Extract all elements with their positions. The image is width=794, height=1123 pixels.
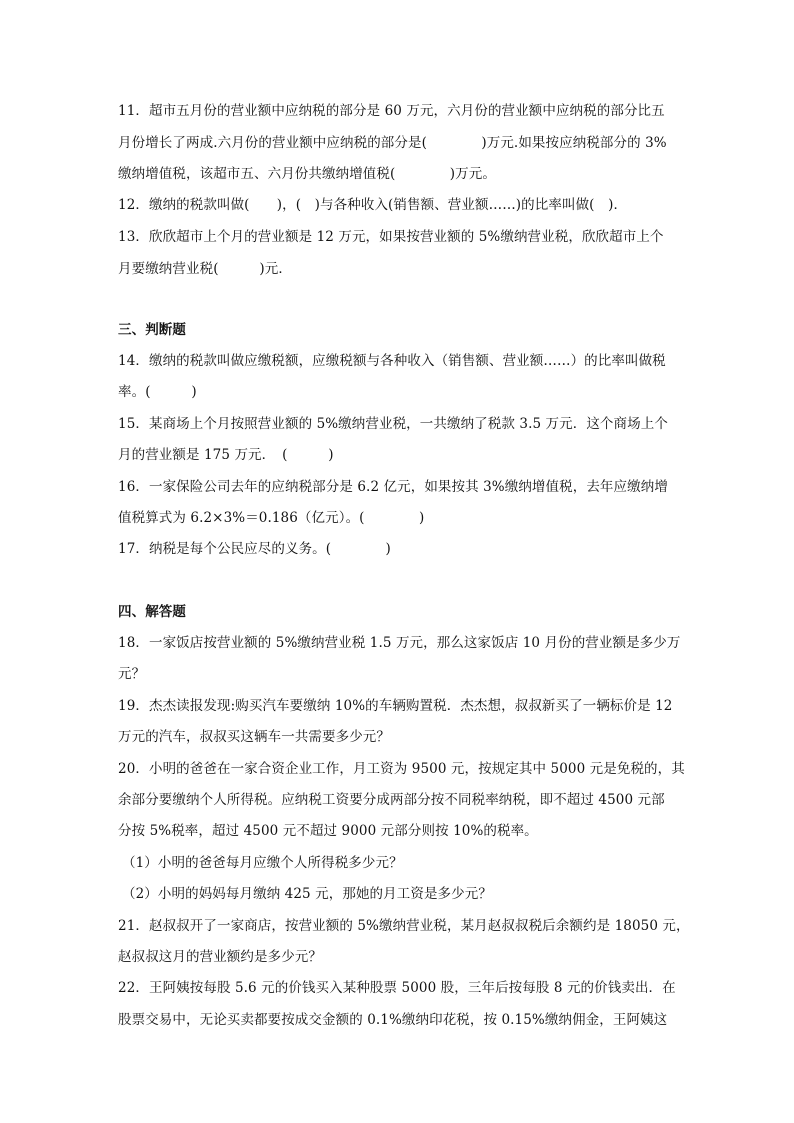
question-11-line-2: 月份增长了两成.六月份的营业额中应纳税的部分是( )万元.如果按应纳税部分的 3% [118,135,667,151]
section-heading-answers: 四、解答题 [118,604,186,620]
question-20-sub-1: （1）小明的爸爸每月应缴个人所得税多少元？ [122,855,403,871]
question-21-line-2: 赵叔叔这月的营业额约是多少元？ [118,949,322,965]
question-15-line-1: 15．某商场上个月按照营业额的 5%缴纳营业税，一共缴纳了税款 3.5 万元．这个商场上个 [118,416,668,432]
question-14-line-1: 14．缴纳的税款叫做应缴税额，应缴税额与各种收入（销售额、营业额……）的比率叫做税 [118,353,666,369]
question-14-line-2: 率。( ) [118,384,197,400]
question-18-line-1: 18．一家饭店按营业额的 5%缴纳营业税 1.5 万元，那么这家饭店 10 月份的营业额是多少万 [118,635,681,651]
question-20-line-3: 分按 5%税率，超过 4500 元不超过 9000 元部分则按 10%的税率。 [118,823,538,839]
question-19-line-1: 19．杰杰读报发现:购买汽车要缴纳 10%的车辆购置税．杰杰想，叔叔新买了一辆标价是 12 [118,698,673,714]
question-13-line-1: 13．欣欣超市上个月的营业额是 12 万元，如果按营业额的 5%缴纳营业税，欣欣超市上个 [118,229,664,245]
question-16-line-1: 16．一家保险公司去年的应纳税部分是 6.2 亿元，如果按其 3%缴纳增值税，去年应缴纳增 [118,479,668,495]
question-17-line-1: 17．纳税是每个公民应尽的义务。( ) [118,541,391,557]
question-21-line-1: 21．赵叔叔开了一家商店，按营业额的 5%缴纳营业税，某月赵叔叔税后余额约是 18050 元， [118,918,690,934]
question-18-line-2: 元？ [118,666,146,682]
question-13-line-2: 月要缴纳营业税( )元． [118,261,292,277]
section-heading-judgment: 三、判断题 [118,322,186,338]
question-20-line-1: 20．小明的爸爸在一家合资企业工作，月工资为 9500 元，按规定其中 5000 元是免税的，其 [118,761,685,777]
question-11-line-1: 11．超市五月份的营业额中应纳税的部分是 60 万元，六月份的营业额中应纳税的部分比五 [118,103,665,119]
question-22-line-2: 股票交易中，无论买卖都要按成交金额的 0.1%缴纳印花税，按 0.15%缴纳佣金，王阿姨这 [118,1012,668,1028]
question-11-line-3: 缴纳增值税，该超市五、六月份共缴纳增值税( )万元。 [118,166,496,182]
question-12-line-1: 12．缴纳的税款叫做( )，( )与各种收入(销售额、营业额……)的比率叫做( )． [118,197,628,213]
question-20-line-2: 余部分要缴纳个人所得税。应纳税工资要分成两部分按不同税率纳税，即不超过 4500 元部 [118,792,665,808]
question-22-line-1: 22．王阿姨按每股 5.6 元的价钱买入某种股票 5000 股，三年后按每股 8 元的价钱卖出．在 [118,980,676,996]
question-15-line-2: 月的营业额是 175 万元． ( ) [118,447,334,463]
question-19-line-2: 万元的汽车，叔叔买这辆车一共需要多少元？ [118,729,390,745]
question-20-sub-2: （2）小明的妈妈每月缴纳 425 元，那她的月工资是多少元？ [122,886,492,902]
question-16-line-2: 值税算式为 6.2×3%＝0.186（亿元）。( ) [118,510,425,526]
